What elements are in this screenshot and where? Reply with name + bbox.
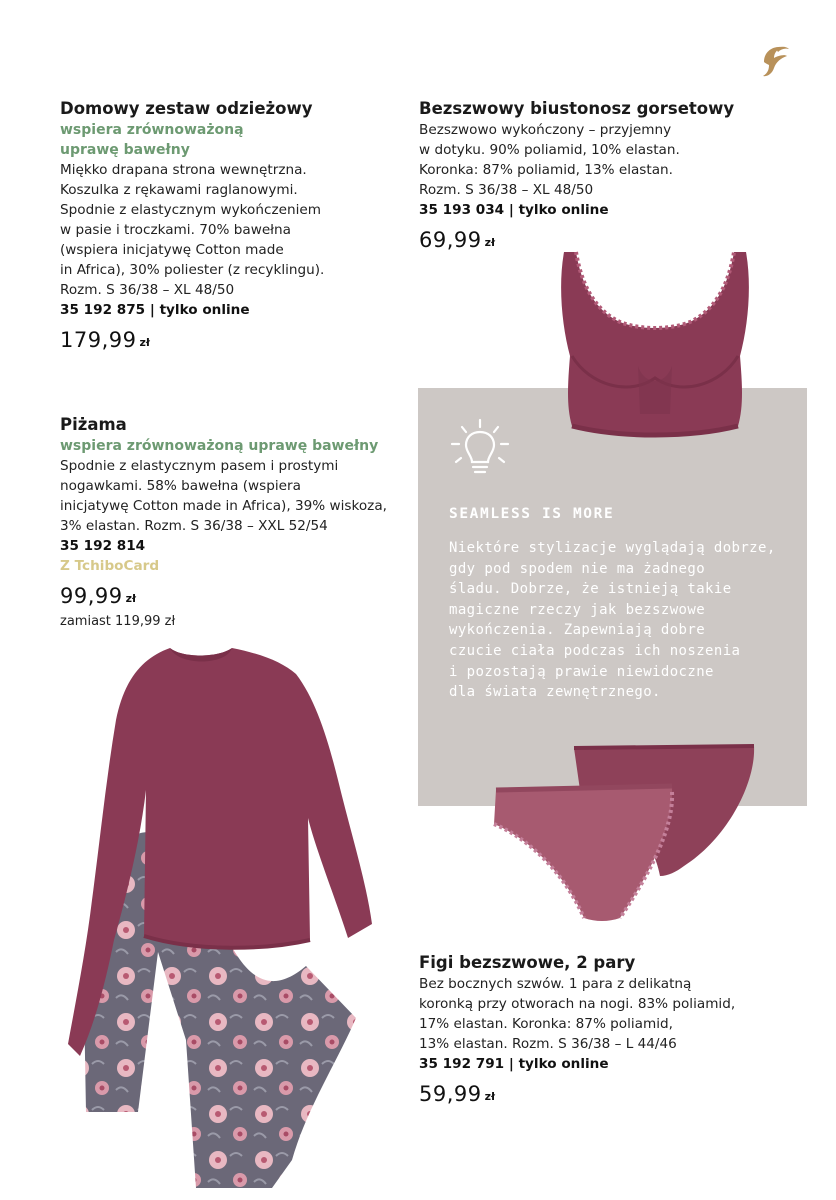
lightbulb-icon — [448, 418, 512, 480]
description-line: koronką przy otworach na nogi. 83% poliamid, — [419, 996, 736, 1012]
pajamas-image — [66, 640, 384, 1192]
description-line: Rozm. S 36/38 – XL 48/50 — [60, 282, 235, 298]
product-bra — [419, 98, 779, 257]
description-line: inicjatywę Cotton made in Africa), 39% wiskoza, — [60, 498, 387, 514]
product-home-set — [60, 98, 400, 357]
description-line: Rozm. S 36/38 – XL 48/50 — [419, 182, 594, 198]
description-line: Koronka: 87% poliamid, 13% elastan. — [419, 162, 673, 178]
price-value: 69,99 — [419, 228, 482, 252]
product-code: 35 192 791 | tylko online — [419, 1056, 609, 1072]
tip-text — [449, 538, 799, 703]
description-line: 3% elastan. Rozm. S 36/38 – XXL 52/54 — [60, 518, 328, 534]
description-line: in Africa), 30% poliester (z recyklingu). — [60, 262, 325, 278]
product-title: Domowy zestaw odzieżowy — [60, 99, 313, 118]
price — [60, 326, 400, 357]
currency: zł — [484, 1090, 496, 1103]
sustainability-claim: wspiera zrównoważoną — [60, 122, 244, 138]
tip-line: i pozostają prawie niewidoczne — [449, 663, 714, 680]
price-value: 179,99 — [60, 328, 137, 352]
product-code: 35 192 875 | tylko online — [60, 302, 250, 318]
sustainability-claim: wspiera zrównoważoną uprawę bawełny — [60, 438, 379, 454]
product-code: 35 193 034 | tylko online — [419, 202, 609, 218]
price-value: 59,99 — [419, 1082, 482, 1106]
description-line: (wspiera inicjatywę Cotton made — [60, 242, 284, 258]
product-code: 35 192 814 — [60, 538, 146, 554]
old-price: zamiast 119,99 zł — [60, 614, 176, 629]
tip-line: dla świata zewnętrznego. — [449, 684, 661, 701]
description-line: w dotyku. 90% poliamid, 10% elastan. — [419, 142, 680, 158]
tip-line: śladu. Dobrze, że istnieją takie — [449, 581, 732, 598]
product-pajamas — [60, 414, 400, 631]
product-title: Figi bezszwowe, 2 pary — [419, 953, 636, 972]
tchibo-logo-icon — [756, 42, 792, 82]
tip-line: gdy pod spodem nie ma żadnego — [449, 560, 706, 577]
currency: zł — [125, 592, 137, 605]
tip-line: wykończenia. Zapewniają dobre — [449, 622, 706, 639]
description-line: Bezszwowo wykończony – przyjemny — [419, 122, 672, 138]
description-line: w pasie i troczkami. 70% bawełna — [60, 222, 291, 238]
bra-image — [550, 246, 760, 442]
briefs-image — [488, 742, 768, 926]
description-line: nogawkami. 58% bawełna (wspiera — [60, 478, 301, 494]
tchibocard-label: Z TchiboCard — [60, 558, 160, 574]
product-title: Piżama — [60, 415, 127, 434]
description-line: 17% elastan. Koronka: 87% poliamid, — [419, 1016, 673, 1032]
price — [60, 582, 400, 613]
description-line: 13% elastan. Rozm. S 36/38 – L 44/46 — [419, 1036, 677, 1052]
currency: zł — [484, 236, 496, 249]
tip-line: magiczne rzeczy jak bezszwowe — [449, 601, 706, 618]
price — [419, 1080, 779, 1111]
product-briefs — [419, 952, 779, 1111]
currency: zł — [139, 336, 150, 349]
description-line: Koszulka z rękawami raglanowymi. — [60, 182, 298, 198]
description-line: Bez bocznych szwów. 1 para z delikatną — [419, 976, 692, 992]
sustainability-claim: uprawę bawełny — [60, 142, 190, 158]
description-line: Spodnie z elastycznym pasem i prostymi — [60, 458, 339, 474]
price-value: 99,99 — [60, 584, 123, 608]
tip-line: czucie ciała podczas ich noszenia — [449, 642, 741, 659]
description-line: Miękko drapana strona wewnętrzna. — [60, 162, 307, 178]
description-line: Spodnie z elastycznym wykończeniem — [60, 202, 321, 218]
tip-line: Niektóre stylizacje wyglądają dobrze, — [449, 540, 776, 556]
product-title: Bezszwowy biustonosz gorsetowy — [419, 99, 735, 118]
tip-title: SEAMLESS IS MORE — [449, 506, 615, 522]
